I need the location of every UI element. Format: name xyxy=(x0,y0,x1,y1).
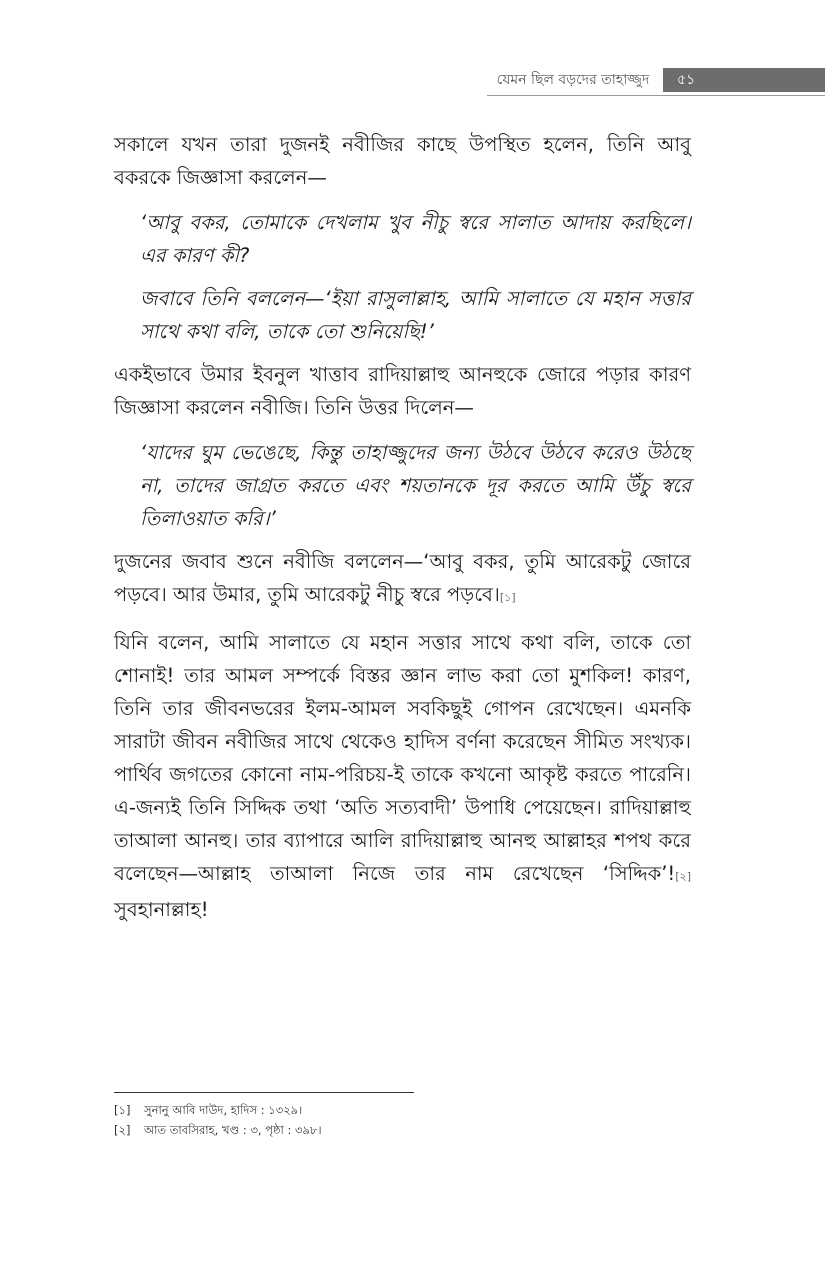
running-header xyxy=(487,68,825,92)
paragraph-4-end: সুবহানাল্লাহ! xyxy=(114,898,209,921)
footnote-1 xyxy=(114,1100,614,1120)
quote-2: জবাবে তিনি বললেন—‘ইয়া রাসুলাল্লাহ, আমি সালাতে যে মহান সত্তার সাথে কথা বলি, তাকে তো শুনিয়েছি!’ xyxy=(140,287,691,343)
running-header-title: যেমন ছিল বড়দের তাহাজ্জুদ xyxy=(496,72,650,88)
paragraph-1: সকালে যখন তারা দুজনই নবীজির কাছে উপস্থিত হলেন, তিনি আবু বকরকে জিজ্ঞাসা করলেন— xyxy=(114,133,691,189)
footnote-mark: [১] xyxy=(114,1103,131,1117)
paragraph-3-text: দুজনের জবাব শুনে নবীজি বললেন—‘আবু বকর, তুমি আরেকটু জোরে পড়বে। আর উমার, তুমি আরেকটু নীচু স্বরে পড়বে। xyxy=(114,550,691,606)
footnote-2 xyxy=(114,1120,614,1140)
paragraph-4 xyxy=(114,626,691,926)
footnote-text: আত তাবসিরাহ, খণ্ড : ৩, পৃষ্ঠা : ৩৯৮। xyxy=(144,1123,322,1137)
footnote-text: সুনানু আবি দাউদ, হাদিস : ১৩২৯। xyxy=(144,1103,303,1117)
paragraph-4-text: যিনি বলেন, আমি সালাতে যে মহান সত্তার সাথে কথা বলি, তাকে তো শোনাই! তার আমল সম্পর্কে বিস্তর জ্ঞান লাভ করা তো মুশকিল! কারণ, তিনি তার জীবনভরের ইলম-আমল সবকিছুই গোপন রেখেছেন। এমনকি সারাটা জীবন নবীজির সাথে থেকেও হাদিস বর্ণনা করেছেন সীমিত সংখ্যক। পার্থিব জগতের কোনো নাম-পরিচয়-ই তাকে কখনো আকৃষ্ট করতে পারেনি। এ-জন্যই তিনি সিদ্দিক তথা ‘অতি সত্যবাদী’ উপাধি পেয়েছেন। রাদিয়াল্লাহু তাআলা আনহু। তার ব্যাপারে আলি রাদিয়াল্লাহু আনহু আল্লাহর শপথ করে বলেছেন—আল্লাহ তাআলা নিজে তার নাম রেখেছেন ‘সিদ্দিক’! xyxy=(114,631,691,885)
footnote-ref-1[interactable]: [১] xyxy=(499,591,516,604)
quote-1: ‘আবু বকর, তোমাকে দেখলাম খুব নীচু স্বরে সালাত আদায় করছিলে। এর কারণ কী? xyxy=(140,211,691,267)
footnote-mark: [২] xyxy=(114,1123,131,1137)
footnote-ref-2[interactable]: [২] xyxy=(675,870,691,883)
body-text xyxy=(114,128,691,938)
paragraph-3 xyxy=(114,545,691,614)
footnote-rule xyxy=(114,1092,414,1093)
footnotes xyxy=(114,1100,614,1140)
paragraph-2: একইভাবে উমার ইবনুল খাত্তাব রাদিয়াল্লাহু আনহুকে জোরে পড়ার কারণ জিজ্ঞাসা করলেন নবীজি। তিনি উত্তর দিলেন— xyxy=(114,363,691,419)
quote-3: ‘যাদের ঘুম ভেঙেছে, কিন্তু তাহাজ্জুদের জন্য উঠবে উঠবে করেও উঠছে না, তাদের জাগ্রত করতে এবং শয়তানকে দূর করতে আমি উঁচু স্বরে তিলাওয়াত করি।’ xyxy=(140,441,691,530)
page-number: ৫১ xyxy=(663,68,825,92)
header-rule xyxy=(487,95,825,96)
